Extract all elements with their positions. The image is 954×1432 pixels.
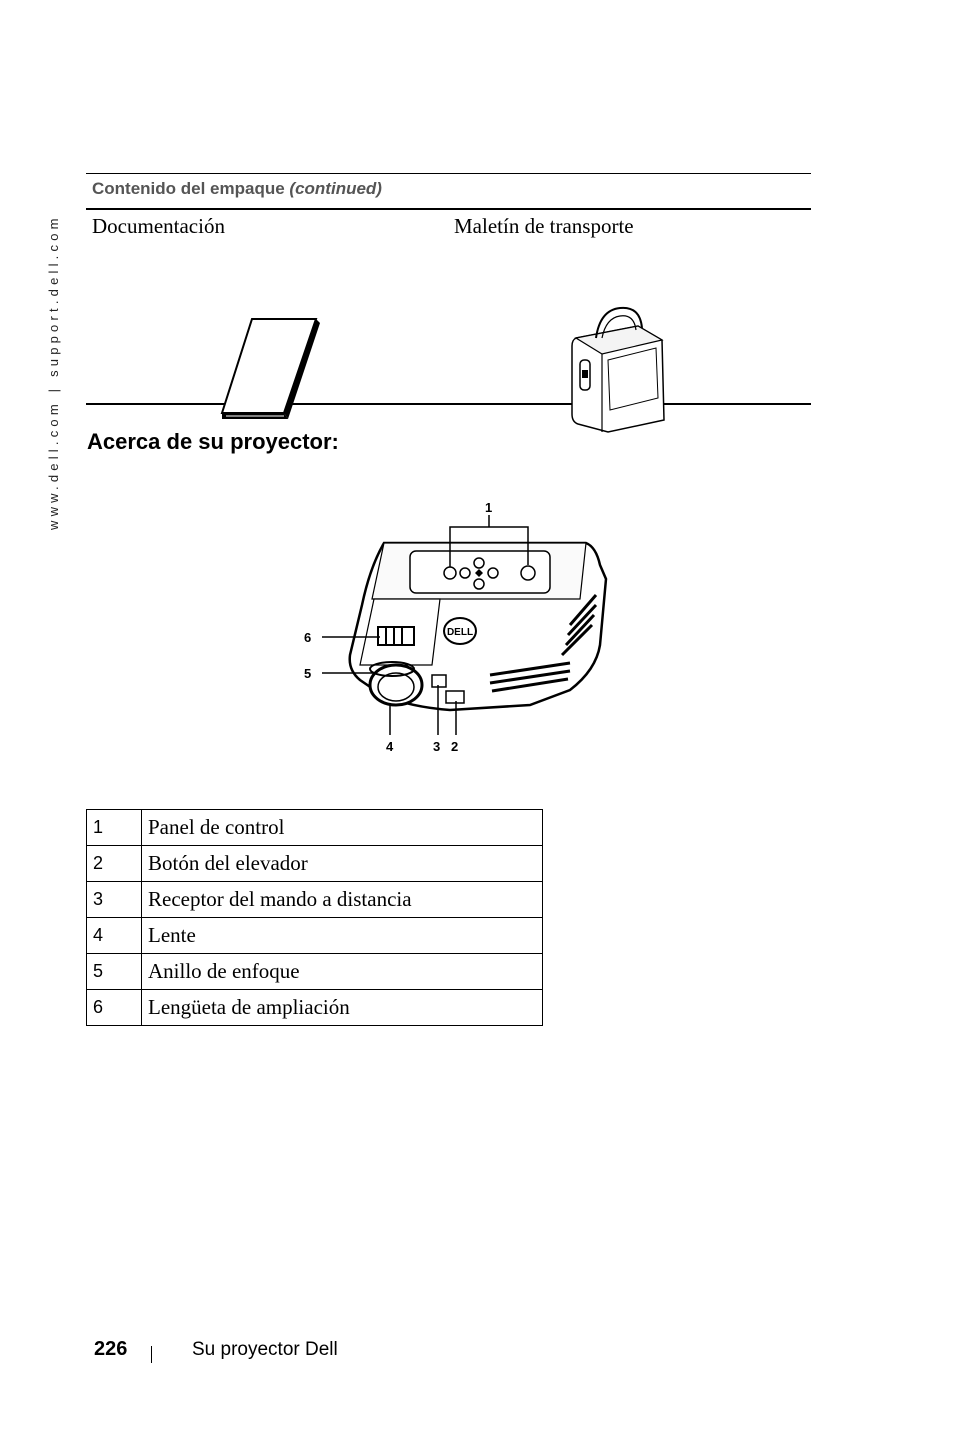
- part-number: 2: [87, 846, 142, 882]
- package-item-documentation: [86, 210, 448, 403]
- callout-1: 1: [485, 500, 493, 515]
- part-name: Lengüeta de ampliación: [142, 990, 543, 1026]
- package-contents-table: [86, 173, 811, 405]
- caption-text: Contenido del empaque: [92, 179, 285, 198]
- part-number: 6: [87, 990, 142, 1026]
- part-name: Receptor del mando a distancia: [142, 882, 543, 918]
- part-name: Anillo de enfoque: [142, 954, 543, 990]
- section-title: Acerca de su proyector:: [87, 429, 339, 454]
- table-row: [87, 882, 543, 918]
- item-label: Maletín de transporte: [454, 214, 634, 238]
- part-name: Lente: [142, 918, 543, 954]
- table-row: [87, 990, 543, 1026]
- carrying-case-icon: [568, 300, 678, 435]
- package-item-case: [448, 210, 810, 403]
- svg-text:DELL: DELL: [446, 627, 474, 638]
- package-row: [86, 210, 811, 405]
- parts-table: [86, 809, 543, 1026]
- documentation-booklet-icon: [216, 315, 321, 425]
- callout-6: 6: [304, 630, 312, 645]
- part-number: 1: [87, 810, 142, 846]
- table-row: [87, 810, 543, 846]
- footer-divider: [151, 1346, 152, 1363]
- page-number: 226: [94, 1338, 128, 1360]
- sidebar-url: www.dell.com | support.dell.com: [46, 214, 61, 530]
- part-number: 4: [87, 918, 142, 954]
- footer-title: Su proyector Dell: [192, 1339, 338, 1360]
- projector-diagram: [300, 495, 620, 760]
- callout-3: 3: [433, 739, 441, 754]
- table-row: [87, 954, 543, 990]
- table-row: [87, 846, 543, 882]
- callout-2: 2: [451, 739, 459, 754]
- part-number: 5: [87, 954, 142, 990]
- part-name: Panel de control: [142, 810, 543, 846]
- callout-4: 4: [386, 739, 394, 754]
- callout-5: 5: [304, 666, 312, 681]
- table-caption: [86, 173, 811, 210]
- item-label: Documentación: [92, 214, 225, 238]
- part-name: Botón del elevador: [142, 846, 543, 882]
- caption-continued: (continued): [289, 179, 382, 198]
- table-row: [87, 918, 543, 954]
- part-number: 3: [87, 882, 142, 918]
